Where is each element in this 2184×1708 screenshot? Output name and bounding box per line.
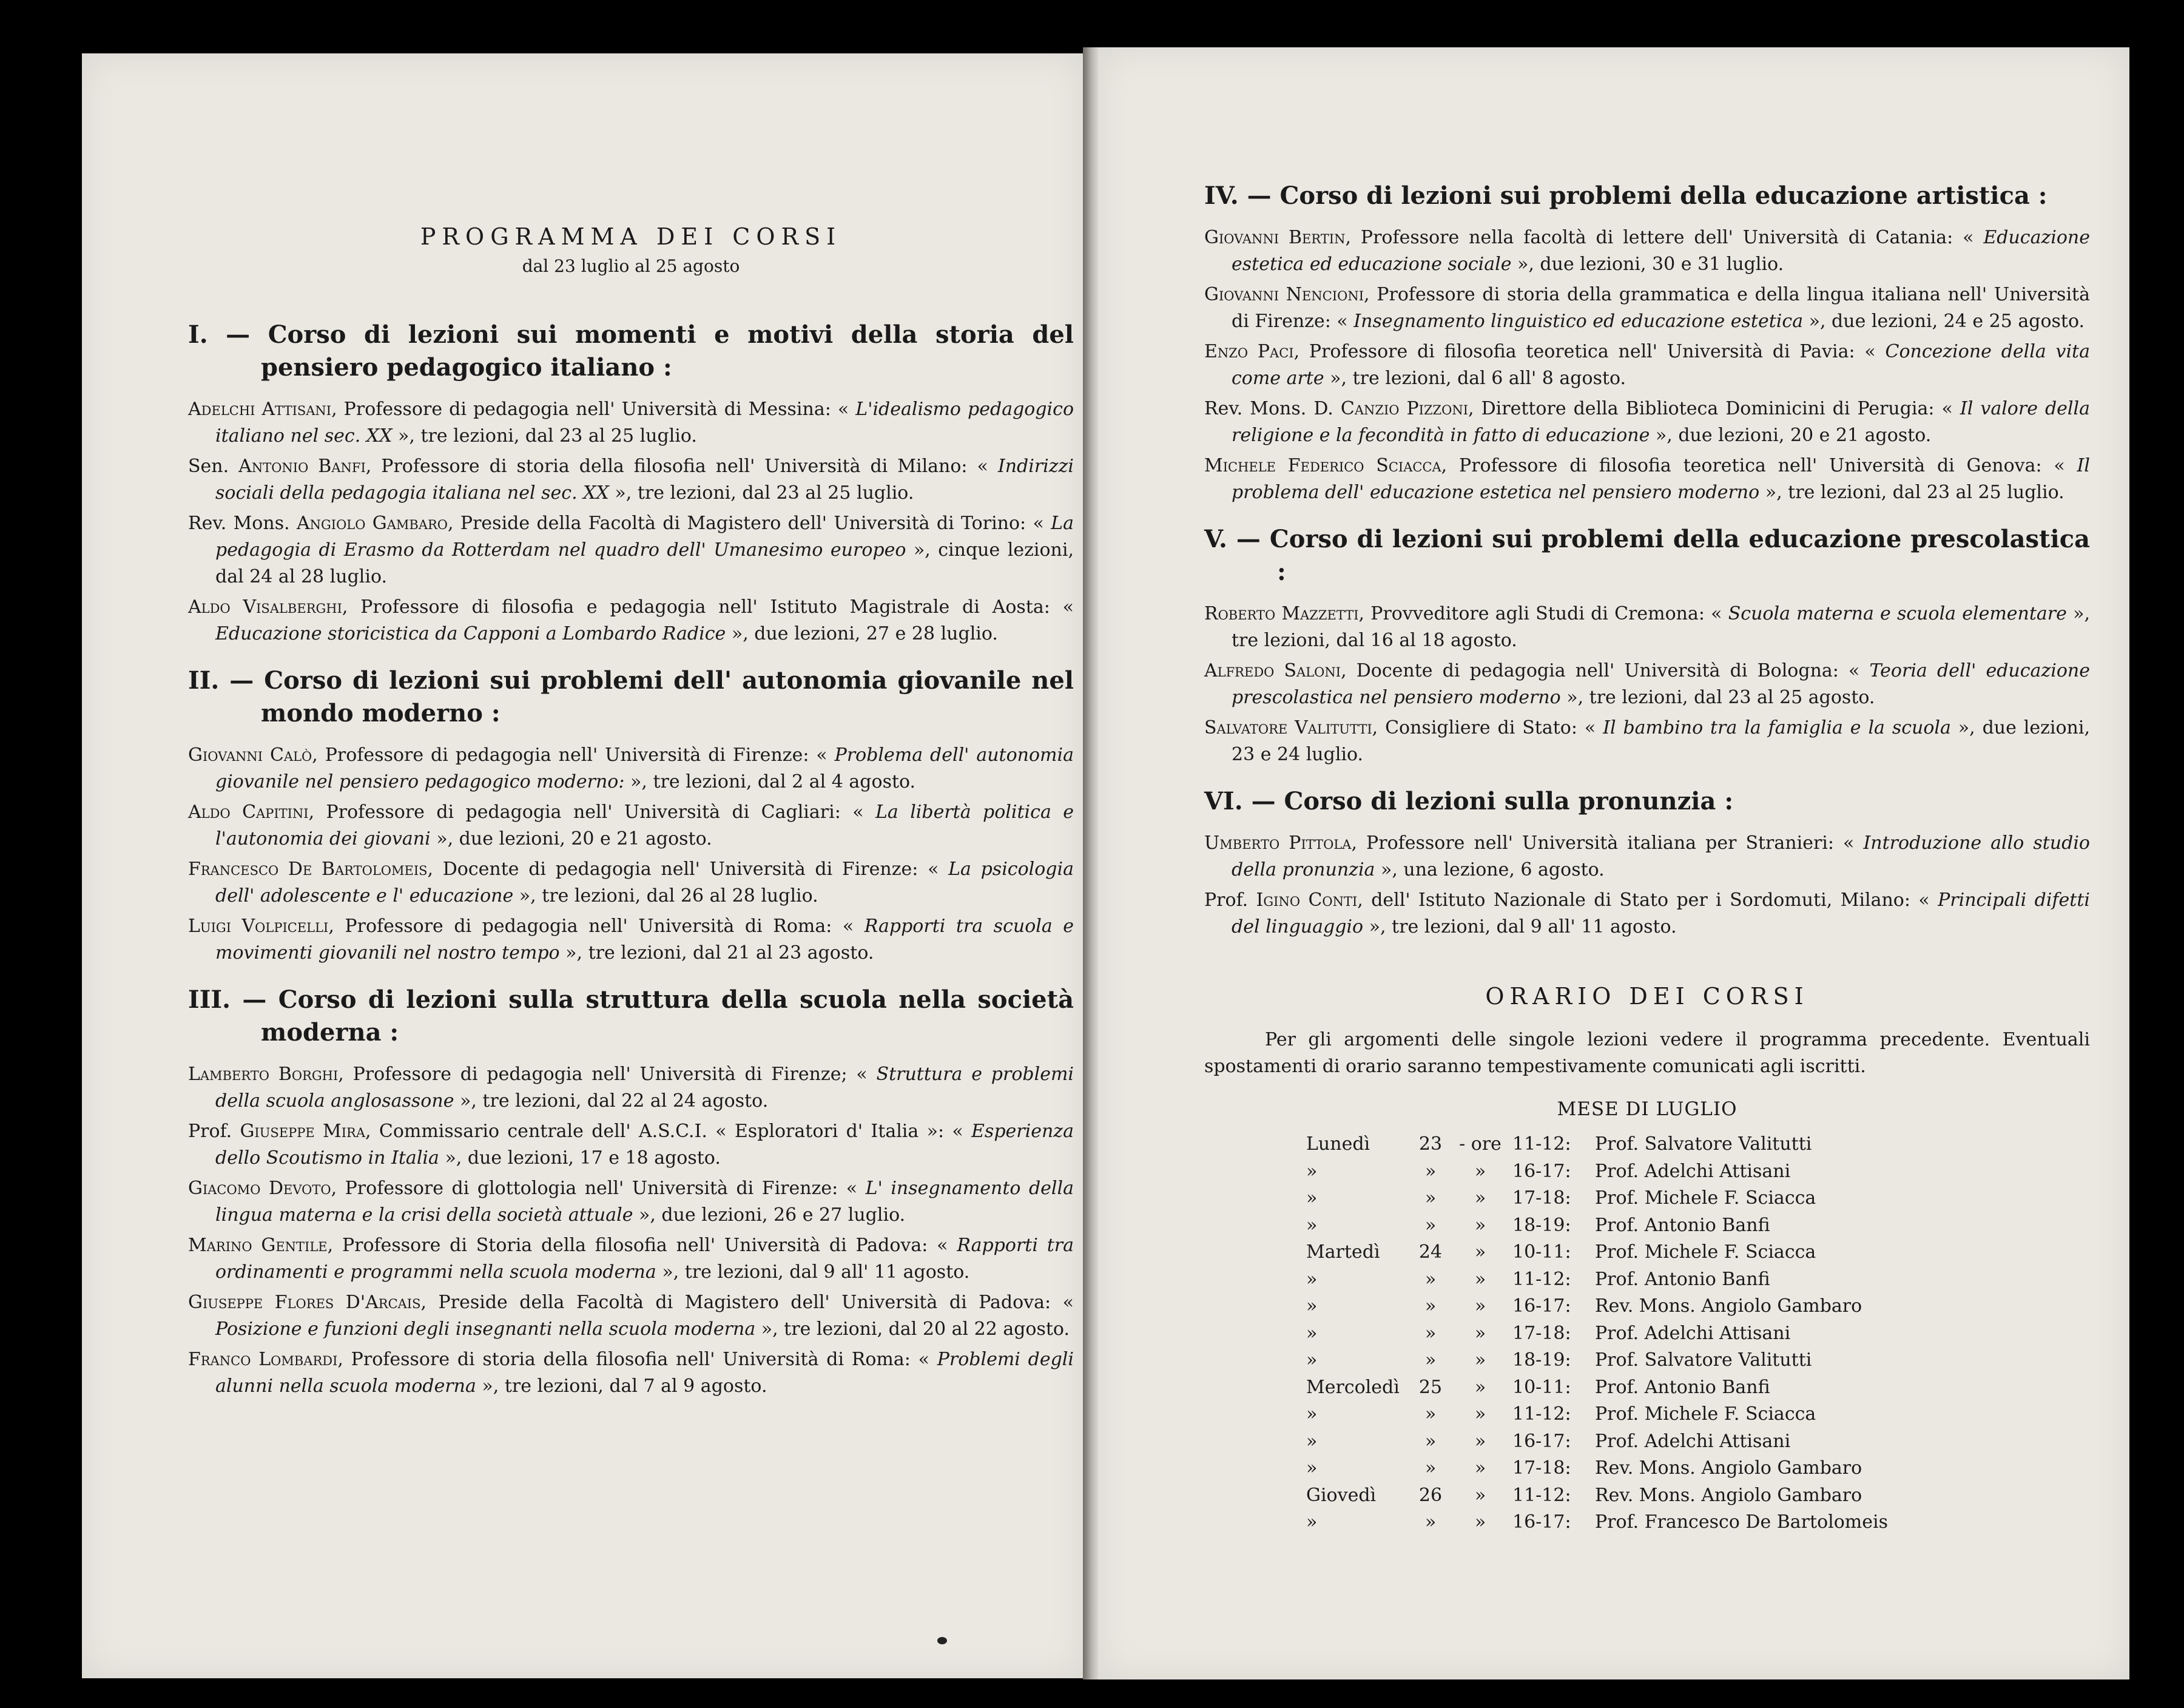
lecturer-affiliation: , Preside della Facoltà di Magistero dell' Università di Padova: « xyxy=(420,1292,1074,1313)
lecture-details: », tre lezioni, dal 22 al 24 agosto. xyxy=(454,1090,769,1112)
lecture-topic: La psicologia dell' adolescente e l' educazione xyxy=(215,859,1074,906)
lecturer-name: Igino Conti xyxy=(1256,889,1358,911)
schedule-professor: Prof. Antonio Banfi xyxy=(1595,1268,1770,1290)
schedule-date: » xyxy=(1424,1457,1437,1479)
schedule-ore: » xyxy=(1474,1187,1486,1209)
lecturer-affiliation: , Professore nella facoltà di lettere dell' Università di Catania: « xyxy=(1345,227,1984,248)
lecture-details: », tre lezioni, dal 2 al 4 agosto. xyxy=(624,771,916,792)
schedule-date: 24 xyxy=(1418,1241,1443,1263)
lecture-details: », tre lezioni, dal 20 al 22 agosto. xyxy=(755,1318,1070,1340)
lecturer-name: Luigi Volpicelli xyxy=(188,916,329,937)
lecture-details: », tre lezioni, dal 9 all' 11 agosto. xyxy=(656,1261,970,1283)
schedule-time: 10-11: xyxy=(1512,1241,1571,1263)
lecturer-name: Marino Gentile xyxy=(188,1235,328,1256)
schedule-time: 16-17: xyxy=(1512,1295,1571,1317)
lecturer-entry xyxy=(1204,453,2090,506)
schedule-row xyxy=(1301,1455,1893,1482)
lecture-details: », tre lezioni, dal 26 al 28 luglio. xyxy=(513,885,818,906)
schedule-professor: Rev. Mons. Angiolo Gambaro xyxy=(1595,1295,1862,1317)
lecturer-affiliation: , Direttore della Biblioteca Dominicini di Perugia: « xyxy=(1468,398,1960,419)
schedule-time: 10-11: xyxy=(1512,1376,1571,1398)
orario-intro: Per gli argomenti delle singole lezioni vedere il programma precedente. Eventuali spostamenti di orario saranno tempestivamente comunicati agli iscritti. xyxy=(1204,1029,2090,1077)
lecturer-name: Alfredo Saloni xyxy=(1204,660,1341,681)
schedule-date: » xyxy=(1424,1511,1437,1533)
schedule-professor: Rev. Mons. Angiolo Gambaro xyxy=(1595,1484,1862,1506)
lecturer-name: Giuseppe Flores D'Arcais xyxy=(188,1292,421,1313)
lecture-topic: Principali difetti del linguaggio xyxy=(1232,889,2090,937)
schedule-professor: Prof. Salvatore Valitutti xyxy=(1595,1133,1812,1155)
lecture-details: », due lezioni, 30 e 31 luglio. xyxy=(1511,254,1784,275)
schedule-row xyxy=(1301,1428,1893,1456)
schedule-date: » xyxy=(1424,1430,1437,1452)
section-heading: IV. — Corso di lezioni sui problemi della educazione artistica : xyxy=(1204,181,2048,210)
lecture-details: », cinque lezioni, dal 24 al 28 luglio. xyxy=(215,539,1074,587)
schedule-date: » xyxy=(1424,1214,1437,1236)
lecture-topic: Introduzione allo studio della pronunzia xyxy=(1232,832,2090,880)
lecturer-entry xyxy=(188,594,1074,647)
right-page xyxy=(1098,47,2129,1679)
lecturer-affiliation: , Professore di filosofia e pedagogia nell' Istituto Magistrale di Aosta: « xyxy=(342,596,1074,618)
schedule-day: » xyxy=(1306,1214,1318,1236)
programma-title: PROGRAMMA DEI CORSI xyxy=(420,223,842,250)
schedule-ore: » xyxy=(1474,1295,1486,1317)
schedule-date: » xyxy=(1424,1160,1437,1182)
lecture-topic: Indirizzi sociali della pedagogia italiana nel sec. XX xyxy=(215,456,1074,504)
section-heading: III. — Corso di lezioni sulla struttura della scuola nella società moderna : xyxy=(188,985,1074,1047)
lecture-topic: Il valore della religione e la fecondità in fatto di educazione xyxy=(1232,398,2090,446)
lecturer-affiliation: , Professore di storia della grammatica e della lingua italiana nell' Università di Firenze: « xyxy=(1232,284,2090,332)
lecture-topic: Educazione storicistica da Capponi a Lombardo Radice xyxy=(215,623,726,644)
lecturer-name: Franco Lombardi xyxy=(188,1349,338,1370)
lecturer-entry xyxy=(1204,887,2090,940)
schedule-row xyxy=(1301,1509,1893,1536)
lecturer-name: Enzo Paci xyxy=(1204,341,1294,362)
lecturer-affiliation: , Consigliere di Stato: « xyxy=(1372,717,1603,738)
lecturer-entry xyxy=(188,913,1074,967)
schedule-ore: » xyxy=(1474,1376,1486,1398)
lecturer-name: Giovanni Nencioni xyxy=(1204,284,1364,305)
schedule-time: 17-18: xyxy=(1512,1457,1571,1479)
lecturer-entry xyxy=(1204,658,2090,711)
lecture-details: », tre lezioni, dal 21 al 23 agosto. xyxy=(559,942,874,964)
lecturer-title: Prof. xyxy=(1204,889,1256,911)
schedule-date: » xyxy=(1424,1295,1437,1317)
lecturer-affiliation: , Professore di pedagogia nell' Università di Cagliari: « xyxy=(308,802,875,823)
schedule-date: 26 xyxy=(1418,1484,1443,1506)
lecture-details: », due lezioni, 17 e 18 agosto. xyxy=(439,1147,721,1169)
schedule-professor: Prof. Michele F. Sciacca xyxy=(1595,1403,1816,1425)
schedule-day: Giovedì xyxy=(1306,1484,1377,1506)
lecturer-affiliation: , Professore di glottologia nell' Università di Firenze: « xyxy=(331,1178,866,1199)
schedule-row xyxy=(1301,1239,1893,1266)
schedule-time: 16-17: xyxy=(1512,1511,1571,1533)
schedule-ore: » xyxy=(1474,1214,1486,1236)
lecturer-name: Salvatore Valitutti xyxy=(1204,717,1372,738)
schedule-ore: » xyxy=(1474,1430,1486,1452)
lecturer-name: Umberto Pittola xyxy=(1204,832,1352,854)
left-page-content xyxy=(188,169,1074,1403)
lecture-details: », una lezione, 6 agosto. xyxy=(1375,859,1605,880)
lecturer-name: Aldo Visalberghi xyxy=(188,596,342,618)
lecturer-affiliation: , dell' Istituto Nazionale di Stato per i Sordomuti, Milano: « xyxy=(1357,889,1938,911)
lecturer-entry xyxy=(188,510,1074,590)
schedule-ore: » xyxy=(1474,1322,1486,1344)
schedule-professor: Prof. Francesco De Bartolomeis xyxy=(1595,1511,1888,1533)
schedule-professor: Prof. Adelchi Attisani xyxy=(1595,1322,1791,1344)
lecturer-title: Rev. Mons. xyxy=(188,513,297,534)
schedule-ore: » xyxy=(1474,1484,1486,1506)
lecturer-affiliation: , Professore di storia della filosofia nell' Università di Roma: « xyxy=(337,1349,937,1370)
lecturer-entry xyxy=(1204,224,2090,278)
schedule-time: 18-19: xyxy=(1512,1214,1571,1236)
lecturer-affiliation: , Professore di pedagogia nell' Università di Messina: « xyxy=(331,399,856,420)
schedule-row xyxy=(1301,1266,1893,1294)
lecture-topic: Struttura e problemi della scuola anglosassone xyxy=(215,1064,1074,1112)
schedule-time: 18-19: xyxy=(1512,1349,1571,1371)
schedule-day: » xyxy=(1306,1187,1318,1209)
lecturer-entry xyxy=(1204,282,2090,335)
lecture-details: », tre lezioni, dal 23 al 25 agosto. xyxy=(1560,687,1875,708)
lecturer-name: Antonio Banfi xyxy=(238,456,366,477)
lecture-details: », due lezioni, 20 e 21 agosto. xyxy=(430,828,712,849)
schedule-day: » xyxy=(1306,1295,1318,1317)
schedule-ore: » xyxy=(1474,1511,1486,1533)
lecturer-entry xyxy=(188,453,1074,507)
lecturer-entry xyxy=(1204,601,2090,654)
schedule-row xyxy=(1301,1158,1893,1186)
lecture-topic: Problemi degli alunni nella scuola moderna xyxy=(215,1349,1074,1397)
lecturer-affiliation: , Professore di filosofia teoretica nell' Università di Pavia: « xyxy=(1293,341,1886,362)
schedule-ore: » xyxy=(1474,1241,1486,1263)
lecture-details: », due lezioni, 24 e 25 agosto. xyxy=(1803,311,2085,332)
schedule-table xyxy=(1301,1131,1893,1536)
lecture-details: », tre lezioni, dal 6 all' 8 agosto. xyxy=(1324,368,1626,389)
lecturer-affiliation: , Professore di pedagogia nell' Università di Roma: « xyxy=(328,916,864,937)
lecture-details: », due lezioni, 23 e 24 luglio. xyxy=(1232,717,2090,765)
lecturer-name: Roberto Mazzetti xyxy=(1204,603,1359,624)
lecturer-name: Giacomo Devoto xyxy=(188,1178,331,1199)
schedule-time: 16-17: xyxy=(1512,1430,1571,1452)
schedule-row xyxy=(1301,1482,1893,1510)
schedule-day: » xyxy=(1306,1457,1318,1479)
schedule-row xyxy=(1301,1293,1893,1320)
schedule-professor: Prof. Antonio Banfi xyxy=(1595,1376,1770,1398)
lecturer-title: Prof. xyxy=(188,1121,240,1142)
schedule-time: 11-12: xyxy=(1512,1484,1571,1506)
lecture-details: », due lezioni, 20 e 21 agosto. xyxy=(1650,425,1932,446)
schedule-row xyxy=(1301,1212,1893,1240)
schedule-day: » xyxy=(1306,1160,1318,1182)
lecturer-name: Giovanni Calò xyxy=(188,744,312,766)
right-page-content xyxy=(1204,163,2090,1536)
schedule-date: » xyxy=(1424,1268,1437,1290)
schedule-row xyxy=(1301,1401,1893,1428)
lecture-topic: Concezione della vita come arte xyxy=(1232,341,2090,389)
lecturer-entry xyxy=(188,1232,1074,1286)
lecture-topic: Rapporti tra scuola e movimenti giovanili nel nostro tempo xyxy=(215,916,1074,964)
schedule-professor: Rev. Mons. Angiolo Gambaro xyxy=(1595,1457,1862,1479)
lecture-topic: Problema dell' autonomia giovanile nel pensiero pedagogico moderno: xyxy=(215,744,1074,792)
lecture-topic: L'idealismo pedagogico italiano nel sec. XX xyxy=(215,399,1074,447)
lecturer-name: Aldo Capitini xyxy=(188,802,309,823)
lecturer-entry xyxy=(188,1289,1074,1343)
schedule-professor: Prof. Adelchi Attisani xyxy=(1595,1160,1791,1182)
left-page xyxy=(82,53,1083,1678)
schedule-day: » xyxy=(1306,1430,1318,1452)
lecturer-title: Rev. Mons. xyxy=(1204,398,1314,419)
lecture-details: », due lezioni, 26 e 27 luglio. xyxy=(633,1204,906,1226)
lecturer-affiliation: , Professore di pedagogia nell' Università di Firenze; « xyxy=(338,1064,877,1085)
schedule-ore: » xyxy=(1474,1160,1486,1182)
schedule-date: » xyxy=(1424,1349,1437,1371)
lecture-topic: La libertà politica e l'autonomia dei giovani xyxy=(215,802,1074,849)
lecturer-name: Giovanni Bertin xyxy=(1204,227,1346,248)
lecturer-entry xyxy=(188,1346,1074,1400)
schedule-ore: » xyxy=(1474,1268,1486,1290)
lecture-topic: Educazione estetica ed educazione sociale xyxy=(1232,227,2090,275)
lecturer-entry xyxy=(1204,715,2090,768)
lecturer-entry xyxy=(188,396,1074,450)
lecturer-entry xyxy=(188,1061,1074,1115)
schedule-professor: Prof. Antonio Banfi xyxy=(1595,1214,1770,1236)
schedule-professor: Prof. Michele F. Sciacca xyxy=(1595,1241,1816,1263)
schedule-time: 17-18: xyxy=(1512,1187,1571,1209)
lecturer-affiliation: , Commissario centrale dell' A.S.C.I. « Esploratori d' Italia »: « xyxy=(365,1121,972,1142)
lecturer-entry xyxy=(188,799,1074,852)
page-dot xyxy=(937,1637,947,1644)
schedule-row xyxy=(1301,1185,1893,1212)
page-fold xyxy=(1083,47,1098,1679)
section-heading: I. — Corso di lezioni sui momenti e motivi della storia del pensiero pedagogico italiano : xyxy=(188,320,1074,382)
schedule-row xyxy=(1301,1320,1893,1348)
schedule-professor: Prof. Adelchi Attisani xyxy=(1595,1430,1791,1452)
schedule-date: » xyxy=(1424,1403,1437,1425)
schedule-day: » xyxy=(1306,1268,1318,1290)
schedule-date: 23 xyxy=(1418,1133,1443,1155)
lecturer-title: Sen. xyxy=(188,456,239,477)
schedule-date: » xyxy=(1424,1322,1437,1344)
lecture-details: », tre lezioni, dal 7 al 9 agosto. xyxy=(476,1376,767,1397)
programma-dates: dal 23 luglio al 25 agosto xyxy=(522,256,740,276)
lecturer-affiliation: , Provveditore agli Studi di Cremona: « xyxy=(1358,603,1728,624)
lecturer-name: Giuseppe Mira xyxy=(240,1121,366,1142)
lecturer-entry xyxy=(1204,830,2090,883)
schedule-day: Mercoledì xyxy=(1306,1376,1400,1398)
right-sections xyxy=(1204,180,2090,940)
lecture-topic: La pedagogia di Erasmo da Rotterdam nel quadro dell' Umanesimo europeo xyxy=(215,513,1074,561)
lecturer-entry xyxy=(188,742,1074,795)
schedule-time: 16-17: xyxy=(1512,1160,1571,1182)
lecturer-entry xyxy=(188,856,1074,910)
lecture-topic: Esperienza dello Scoutismo in Italia xyxy=(215,1121,1074,1169)
lecturer-name: Adelchi Attisani xyxy=(188,399,332,420)
lecture-details: », tre lezioni, dal 9 all' 11 agosto. xyxy=(1363,916,1677,937)
lecture-topic: Scuola materna e scuola elementare xyxy=(1728,603,2067,624)
lecturer-entry xyxy=(1204,339,2090,392)
month-heading: MESE DI LUGLIO xyxy=(1557,1098,1737,1120)
schedule-time: 11-12: xyxy=(1512,1403,1571,1425)
schedule-ore: » xyxy=(1474,1457,1486,1479)
schedule-day: » xyxy=(1306,1349,1318,1371)
lecturer-affiliation: , Docente di pedagogia nell' Università di Firenze: « xyxy=(427,859,949,880)
lecture-details: », tre lezioni, dal 23 al 25 luglio. xyxy=(608,482,914,504)
left-sections xyxy=(188,319,1074,1400)
schedule-day: Lunedì xyxy=(1306,1133,1370,1155)
lecture-topic: Posizione e funzioni degli insegnanti nella scuola moderna xyxy=(215,1318,756,1340)
lecturer-entry xyxy=(188,1118,1074,1172)
schedule-day: Martedì xyxy=(1306,1241,1380,1263)
lecture-details: », due lezioni, 27 e 28 luglio. xyxy=(726,623,998,644)
lecture-details: », tre lezioni, dal 16 al 18 agosto. xyxy=(1232,603,2090,651)
lecturer-affiliation: , Docente di pedagogia nell' Università di Bologna: « xyxy=(1341,660,1870,681)
lecturer-name: Angiolo Gambaro xyxy=(296,513,448,534)
lecturer-name: Lamberto Borghi xyxy=(188,1064,339,1085)
lecturer-affiliation: , Professore di filosofia teoretica nell' Università di Genova: « xyxy=(1441,455,2077,476)
schedule-row xyxy=(1301,1347,1893,1374)
lecture-topic: L' insegnamento della lingua materna e la crisi della società attuale xyxy=(215,1178,1074,1226)
schedule-time: 11-12: xyxy=(1512,1268,1571,1290)
lecture-topic: Il bambino tra la famiglia e la scuola xyxy=(1603,717,1951,738)
lecturer-affiliation: , Preside della Facoltà di Magistero dell' Università di Torino: « xyxy=(448,513,1051,534)
schedule-ore: » xyxy=(1474,1349,1486,1371)
schedule-professor: Prof. Michele F. Sciacca xyxy=(1595,1187,1816,1209)
lecturer-entry xyxy=(1204,396,2090,449)
schedule-date: » xyxy=(1424,1187,1437,1209)
lecture-details: », tre lezioni, dal 23 al 25 luglio. xyxy=(392,425,697,447)
lecturer-affiliation: , Professore di Storia della filosofia nell' Università di Padova: « xyxy=(327,1235,957,1256)
lecturer-entry xyxy=(188,1175,1074,1229)
schedule-time: 17-18: xyxy=(1512,1322,1571,1344)
lecturer-name: D. Canzio Pizzoni xyxy=(1313,398,1469,419)
section-heading: V. — Corso di lezioni sui problemi della educazione prescolastica : xyxy=(1204,525,2090,586)
schedule-day: » xyxy=(1306,1403,1318,1425)
section-heading: II. — Corso di lezioni sui problemi dell' autonomia giovanile nel mondo moderno : xyxy=(188,666,1074,727)
schedule-ore: - ore xyxy=(1459,1133,1502,1155)
lecturer-name: Francesco De Bartolomeis xyxy=(188,859,428,880)
schedule-row xyxy=(1301,1374,1893,1402)
lecturer-name: Michele Federico Sciacca xyxy=(1204,455,1441,476)
lecturer-affiliation: , Professore nell' Università italiana per Stranieri: « xyxy=(1351,832,1864,854)
schedule-time: 11-12: xyxy=(1512,1133,1571,1155)
schedule-row xyxy=(1301,1131,1893,1158)
schedule-professor: Prof. Salvatore Valitutti xyxy=(1595,1349,1812,1371)
schedule-date: 25 xyxy=(1418,1376,1443,1398)
lecture-details: », tre lezioni, dal 23 al 25 luglio. xyxy=(1759,482,2064,503)
lecture-topic: Il problema dell' educazione estetica nel pensiero moderno xyxy=(1232,455,2090,503)
schedule-day: » xyxy=(1306,1511,1318,1533)
schedule-day: » xyxy=(1306,1322,1318,1344)
section-heading: VI. — Corso di lezioni sulla pronunzia : xyxy=(1204,787,1734,815)
orario-title: ORARIO DEI CORSI xyxy=(1485,983,1809,1010)
lecturer-affiliation: , Professore di pedagogia nell' Università di Firenze: « xyxy=(312,744,835,766)
lecture-topic: Rapporti tra ordinamenti e programmi nella scuola moderna xyxy=(215,1235,1074,1283)
schedule-ore: » xyxy=(1474,1403,1486,1425)
lecture-topic: Insegnamento linguistico ed educazione estetica xyxy=(1353,311,1804,332)
lecturer-affiliation: , Professore di storia della filosofia nell' Università di Milano: « xyxy=(365,456,998,477)
lecture-topic: Teoria dell' educazione prescolastica nel pensiero moderno xyxy=(1232,660,2090,708)
